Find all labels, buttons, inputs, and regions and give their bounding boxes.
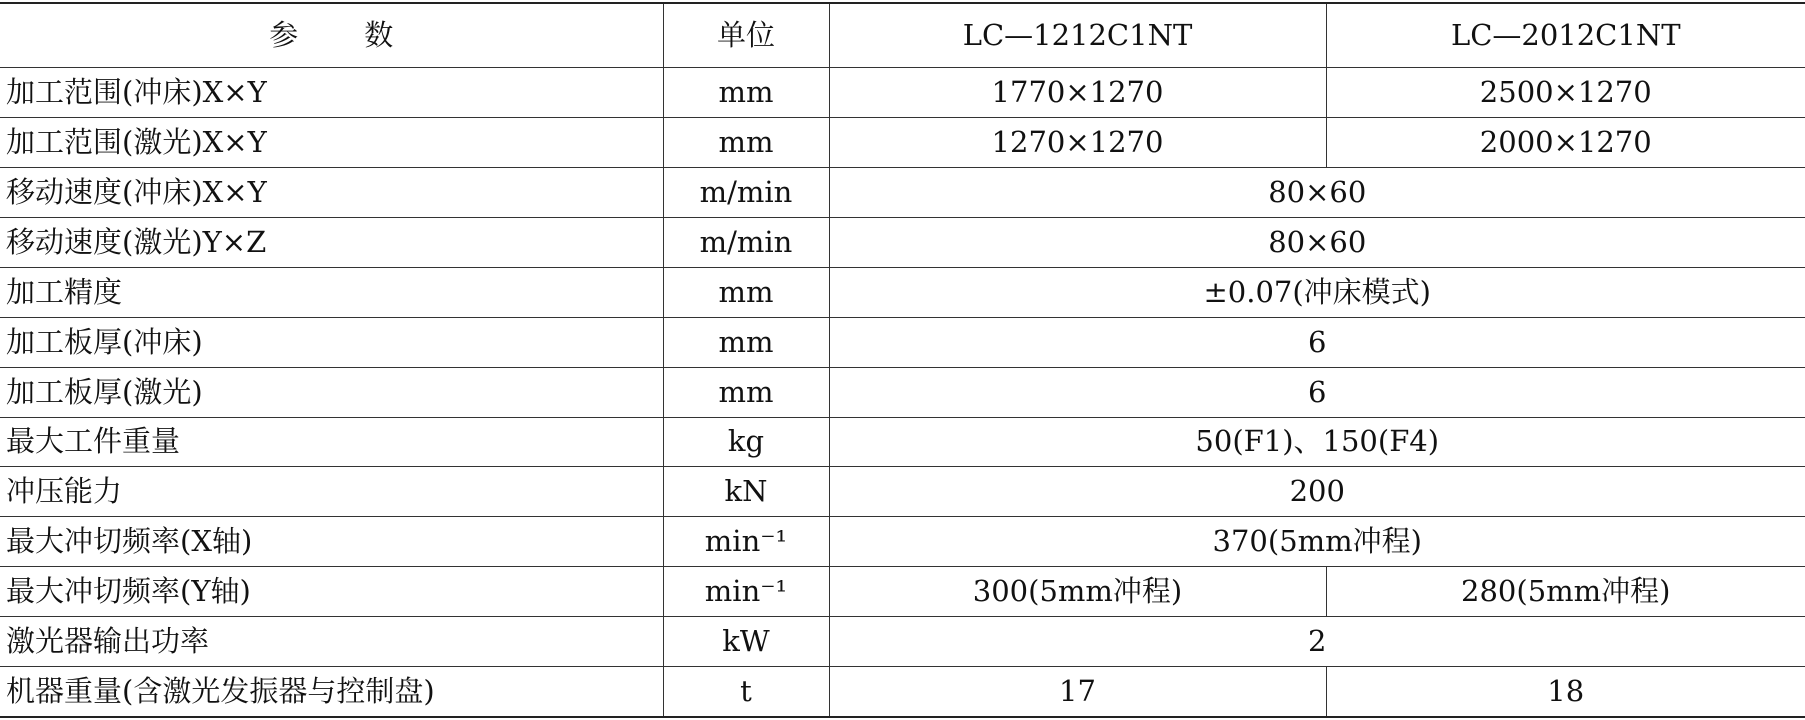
table-row	[0, 267, 1805, 317]
value-cell-shared: 80×60	[829, 167, 1805, 217]
param-cell: 加工精度	[0, 267, 663, 317]
unit-cell: mm	[663, 367, 829, 417]
param-cell: 移动速度(冲床)X×Y	[0, 167, 663, 217]
param-cell: 加工范围(冲床)X×Y	[0, 68, 663, 118]
param-cell: 加工范围(激光)X×Y	[0, 118, 663, 168]
value-cell-model-1212: 17	[829, 667, 1326, 717]
table-row	[0, 467, 1805, 517]
header-unit: 单位	[663, 3, 829, 68]
spec-table	[0, 2, 1805, 718]
value-cell-model-2012: 2000×1270	[1326, 118, 1805, 168]
param-cell: 最大冲切频率(Y轴)	[0, 567, 663, 617]
unit-cell: t	[663, 667, 829, 717]
param-cell: 机器重量(含激光发振器与控制盘)	[0, 667, 663, 717]
header-parameter: 参 数	[0, 3, 663, 68]
table-row	[0, 68, 1805, 118]
table-row	[0, 617, 1805, 667]
param-cell: 最大工件重量	[0, 417, 663, 467]
table-row	[0, 567, 1805, 617]
value-cell-shared: 80×60	[829, 217, 1805, 267]
unit-cell: m/min	[663, 217, 829, 267]
value-cell-model-1212: 300(5mm冲程)	[829, 567, 1326, 617]
value-cell-shared: 2	[829, 617, 1805, 667]
param-cell: 加工板厚(冲床)	[0, 317, 663, 367]
param-cell: 激光器输出功率	[0, 617, 663, 667]
unit-cell: kg	[663, 417, 829, 467]
table-row	[0, 367, 1805, 417]
value-cell-model-1212: 1770×1270	[829, 68, 1326, 118]
value-cell-shared: 200	[829, 467, 1805, 517]
param-cell: 最大冲切频率(X轴)	[0, 517, 663, 567]
table-row	[0, 167, 1805, 217]
param-cell: 移动速度(激光)Y×Z	[0, 217, 663, 267]
unit-cell: mm	[663, 68, 829, 118]
unit-cell: mm	[663, 267, 829, 317]
header-model-1212: LC—1212C1NT	[829, 3, 1326, 68]
value-cell-shared: 6	[829, 317, 1805, 367]
param-cell: 冲压能力	[0, 467, 663, 517]
value-cell-shared: 6	[829, 367, 1805, 417]
value-cell-model-2012: 18	[1326, 667, 1805, 717]
unit-cell: m/min	[663, 167, 829, 217]
table-row	[0, 667, 1805, 717]
table-row	[0, 317, 1805, 367]
table-row	[0, 417, 1805, 467]
table-row	[0, 517, 1805, 567]
unit-cell: min⁻¹	[663, 567, 829, 617]
table-header-row	[0, 3, 1805, 68]
header-model-2012: LC—2012C1NT	[1326, 3, 1805, 68]
unit-cell: mm	[663, 118, 829, 168]
value-cell-shared: 50(F1)、150(F4)	[829, 417, 1805, 467]
unit-cell: mm	[663, 317, 829, 367]
param-cell: 加工板厚(激光)	[0, 367, 663, 417]
table-row	[0, 217, 1805, 267]
value-cell-model-1212: 1270×1270	[829, 118, 1326, 168]
unit-cell: min⁻¹	[663, 517, 829, 567]
unit-cell: kN	[663, 467, 829, 517]
value-cell-model-2012: 2500×1270	[1326, 68, 1805, 118]
value-cell-shared: ±0.07(冲床模式)	[829, 267, 1805, 317]
value-cell-shared: 370(5mm冲程)	[829, 517, 1805, 567]
table-row	[0, 118, 1805, 168]
value-cell-model-2012: 280(5mm冲程)	[1326, 567, 1805, 617]
unit-cell: kW	[663, 617, 829, 667]
